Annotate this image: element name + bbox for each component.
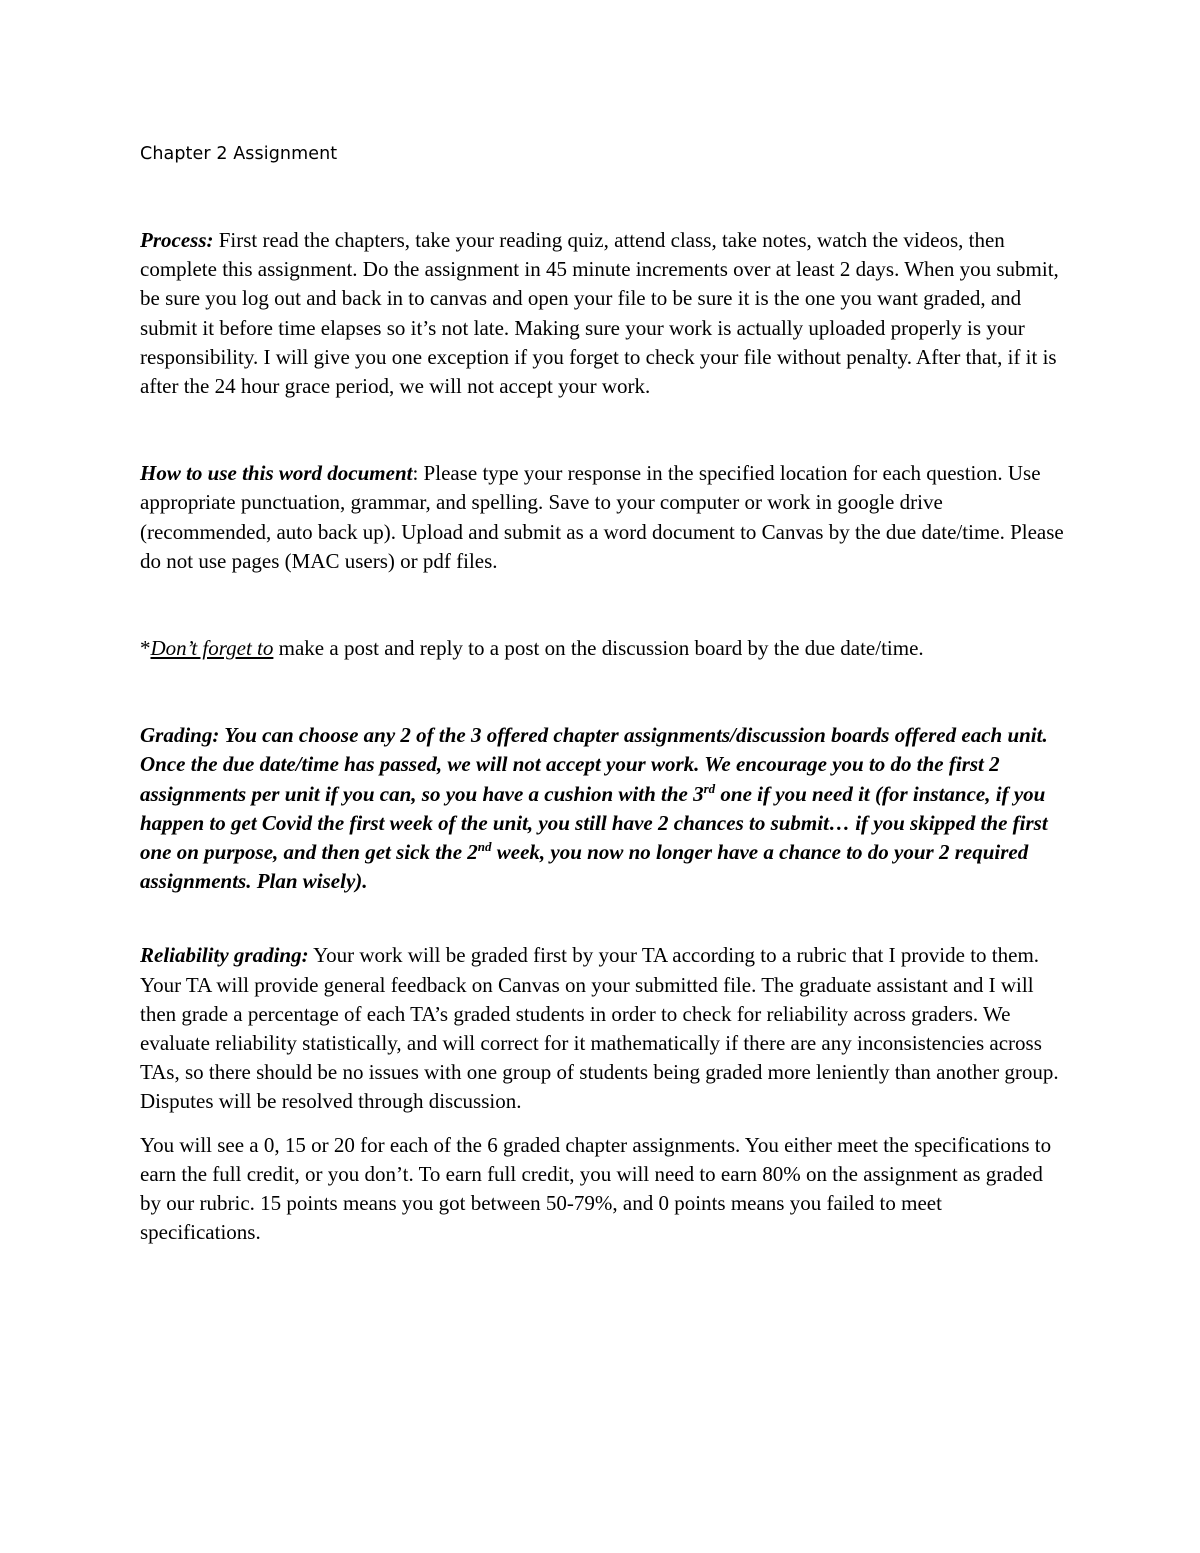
reliability-paragraph — [140, 941, 1065, 1116]
reminder-star: * — [140, 636, 151, 661]
grading-text-1: Grading: You can choose any 2 of the 3 offered chapter assignments/discussion boards offered each unit. Once the due date/time has passed, we will not accept your work. We encourage you to do the first 2 assignments per unit if you can, so you have a cushion with the 3 — [140, 723, 1048, 806]
reminder-paragraph — [140, 634, 1065, 663]
document-title: Chapter 2 Assignment — [140, 144, 338, 164]
process-text: First read the chapters, take your reading quiz, attend class, take notes, watch the videos, then complete this assignment. Do the assignment in 45 minute increments over at least 2 days. When you submit, be sure you log out and back in to canvas and open your file to be sure it is the one you want graded, and submit it before time elapses so it’s not late. Making sure your work is actually uploaded properly is your responsibility. I will give you one exception if you forget to check your file without penalty. After that, if it is after the 24 hour grace period, we will not accept your work. — [140, 228, 1059, 399]
howto-paragraph — [140, 459, 1065, 576]
grading-superscript-rd: rd — [703, 780, 716, 796]
howto-text: : Please type your response in the specified location for each question. Use appropriate punctuation, grammar, and spelling. Save to your computer or work in google drive (recommended, auto back up). Upload and submit as a word document to Canvas by the due date/time. Please do not use pages (MAC users) or pdf files. — [140, 461, 1064, 573]
reminder-text: make a post and reply to a post on the discussion board by the due date/time. — [273, 636, 924, 661]
scores-paragraph: You will see a 0, 15 or 20 for each of the 6 graded chapter assignments. You either meet the specifications to earn the full credit, or you don’t. To earn full credit, you will need to earn 80% on the assignment as graded by our rubric. 15 points means you got between 50-79%, and 0 points means you failed to meet specifications. — [140, 1132, 1052, 1245]
grading-text-2: one if you need it (for instance, if you happen to get Covid the first week of the unit, you still have 2 chances to submit… if you skipped the first one on purpose, and then get sick the 2 — [140, 781, 1048, 865]
reliability-text: Your work will be graded first by your TA according to a rubric that I provide to them. Your TA will provide general feedback on Canvas on your submitted file. The graduate assistant and I will then grade a percentage of each TA’s graded students in order to check for reliability across graders. We evaluate reliability statistically, and will correct for it mathematically if there are any inconsistencies across TAs, so there should be no issues with one group of students being graded more leniently than another group. Disputes will be resolved through discussion. — [140, 943, 1059, 1114]
reminder-emphasis: Don’t forget to — [150, 636, 274, 661]
process-paragraph — [140, 226, 1065, 401]
grading-superscript-nd: nd — [477, 839, 492, 855]
process-label: Process: — [140, 228, 214, 252]
grading-text-3: week, you now no longer have a chance to do your 2 required assignments. Plan wisely). — [140, 840, 1029, 894]
reliability-label: Reliability grading: — [140, 943, 309, 968]
howto-label: How to use this word document — [140, 461, 413, 486]
grading-paragraph — [140, 721, 1065, 896]
document-body — [140, 140, 1065, 1247]
